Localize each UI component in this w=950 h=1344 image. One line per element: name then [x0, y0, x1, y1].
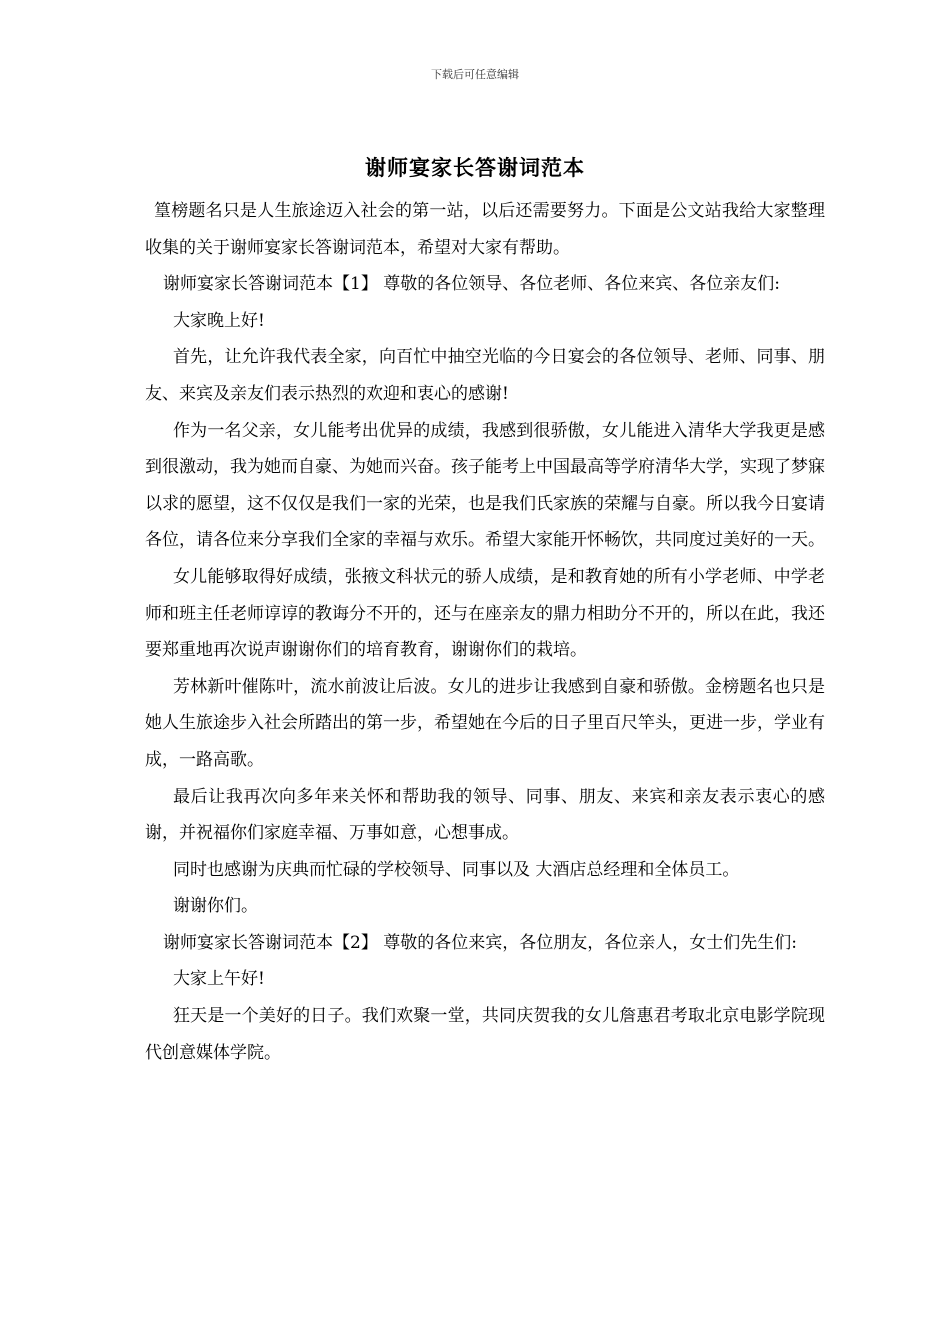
paragraph: 谢师宴家长答谢词范本【1】 尊敬的各位领导、各位老师、各位来宾、各位亲友们: — [163, 274, 780, 295]
paragraph: 芳林新叶催陈叶，流水前波让后波。女儿的进步让我感到自豪和骄傲。金榜题名也只是她人生旅途步入社会所踏出的第一步，希望她在今后的日子里百尺竿头，更进一步，学业有成，一路高歌。 — [145, 676, 825, 770]
paragraph: 狂天是一个美好的日子。我们欢聚一堂，共同庆贺我的女儿詹惠君考取北京电影学院现代创意媒体学院。 — [145, 1006, 825, 1063]
paragraph: 大家上午好! — [173, 969, 265, 990]
paragraph: 大家晚上好! — [173, 310, 265, 331]
paragraph: 女儿能够取得好成绩，张掖文科状元的骄人成绩，是和教育她的所有小学老师、中学老师和班主任老师谆谆的教诲分不开的，还与在座亲友的鼎力相助分不开的，所以在此，我还要郑重地再次说声谢谢你们的培育教育，谢谢你们的栽培。 — [145, 566, 825, 661]
paragraph: 最后让我再次向多年来关怀和帮助我的领导、同事、朋友、来宾和亲友表示衷心的感谢，并祝福你们家庭幸福、万事如意，心想事成。 — [145, 786, 825, 844]
paragraph: 篁榜题名只是人生旅途迈入社会的第一站，以后还需要努力。下面是公文站我给大家整理收集的关于谢师宴家长答谢词范本，希望对大家有帮助。 — [145, 201, 825, 258]
paragraph: 作为一名父亲，女儿能考出优异的成绩，我感到很骄傲，女儿能进入清华大学我更是感到很激动，我为她而自豪、为她而兴奋。孩子能考上中国最高等学府清华大学，实现了梦寐以求的愿望，这不仅仅是我们一家的光荣，也是我们氏家族的荣耀与自豪。所以我今日宴请各位，请各位来分享我们全家的幸福与欢乐。希望大家能开怀畅饮，共同度过美好的一天。 — [145, 420, 825, 551]
paragraph: 首先，让允许我代表全家，向百忙中抽空光临的今日宴会的各位领导、老师、同事、朋友、来宾及亲友们表示热烈的欢迎和衷心的感谢! — [145, 347, 825, 404]
header-note: 下载后可任意编辑 — [431, 68, 519, 81]
document-title: 谢师宴家长答谢词范本 — [365, 155, 585, 180]
paragraph: 同时也感谢为庆典而忙碌的学校领导、同事以及 大酒店总经理和全体员工。 — [173, 859, 740, 880]
paragraph: 谢师宴家长答谢词范本【2】 尊敬的各位来宾，各位朋友，各位亲人，女士们先生们: — [163, 932, 797, 953]
document-body — [145, 193, 825, 1071]
paragraph: 谢谢你们。 — [173, 896, 258, 917]
